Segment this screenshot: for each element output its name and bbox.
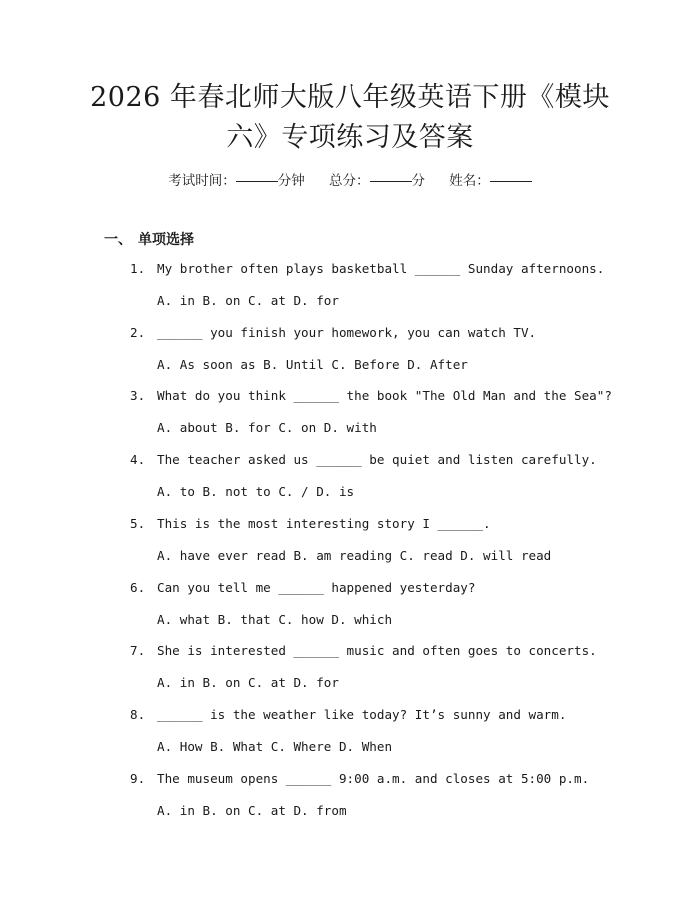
question-number: 6. [130,580,146,595]
question-options: A. have ever read B. am reading C. read D. will read [157,548,552,563]
question-number: 1. [130,261,146,276]
question-options: A. in B. on C. at D. from [157,803,347,818]
name-field [449,169,532,189]
question-stem [130,452,597,467]
question-stem [130,261,604,276]
question-number: 4. [130,452,146,467]
question-stem [130,771,589,786]
name-label: 姓名： [449,173,490,189]
question-options: A. How B. What C. Where D. When [157,739,393,754]
total-score-unit: 分 [411,173,425,189]
question-text: She is interested ______ music and often goes to concerts. [157,643,597,658]
question-text: ______ you finish your homework, you can watch TV. [157,325,537,340]
question-stem [130,643,597,658]
title-line-2: 六》专项练习及答案 [226,122,474,153]
question-options: A. about B. for C. on D. with [157,420,377,435]
question-options: A. in B. on C. at D. for [157,293,339,308]
question-text: This is the most interesting story I ______. [157,516,491,531]
exam-info [0,169,700,189]
question-stem [130,516,491,531]
exam-time-label: 考试时间： [168,173,236,189]
exam-time-blank [236,181,278,182]
question-options: A. As soon as B. Until C. Before D. After [157,357,468,372]
question-text: Can you tell me ______ happened yesterday? [157,580,476,595]
exam-time-field [168,169,305,189]
section-title: 单项选择 [138,232,194,248]
title-line-1: 2026 年春北师大版八年级英语下册《模块 [90,82,610,113]
question-number: 3. [130,388,146,403]
question-options: A. in B. on C. at D. for [157,675,339,690]
exam-time-unit: 分钟 [277,173,305,189]
question-options: A. what B. that C. how D. which [157,612,393,627]
total-score-field [329,169,425,189]
question-stem [130,325,536,340]
question-text: The teacher asked us ______ be quiet and listen carefully. [157,452,597,467]
question-text: My brother often plays basketball ______ Sunday afternoons. [157,261,605,276]
section-number: 一、 [104,232,132,248]
question-options: A. to B. not to C. / D. is [157,484,355,499]
page-title [90,78,610,158]
question-number: 5. [130,516,146,531]
question-number: 9. [130,771,146,786]
name-blank [490,181,532,182]
question-text: ______ is the weather like today? It’s sunny and warm. [157,707,567,722]
question-stem [130,388,612,403]
section-heading [104,229,194,249]
question-number: 8. [130,707,146,722]
question-text: What do you think ______ the book "The Old Man and the Sea"? [157,388,612,403]
total-score-blank [370,181,412,182]
total-score-label: 总分： [329,173,370,189]
question-number: 2. [130,325,146,340]
question-stem [130,707,566,722]
question-stem [130,580,475,595]
question-text: The museum opens ______ 9:00 a.m. and closes at 5:00 p.m. [157,771,590,786]
question-number: 7. [130,643,146,658]
